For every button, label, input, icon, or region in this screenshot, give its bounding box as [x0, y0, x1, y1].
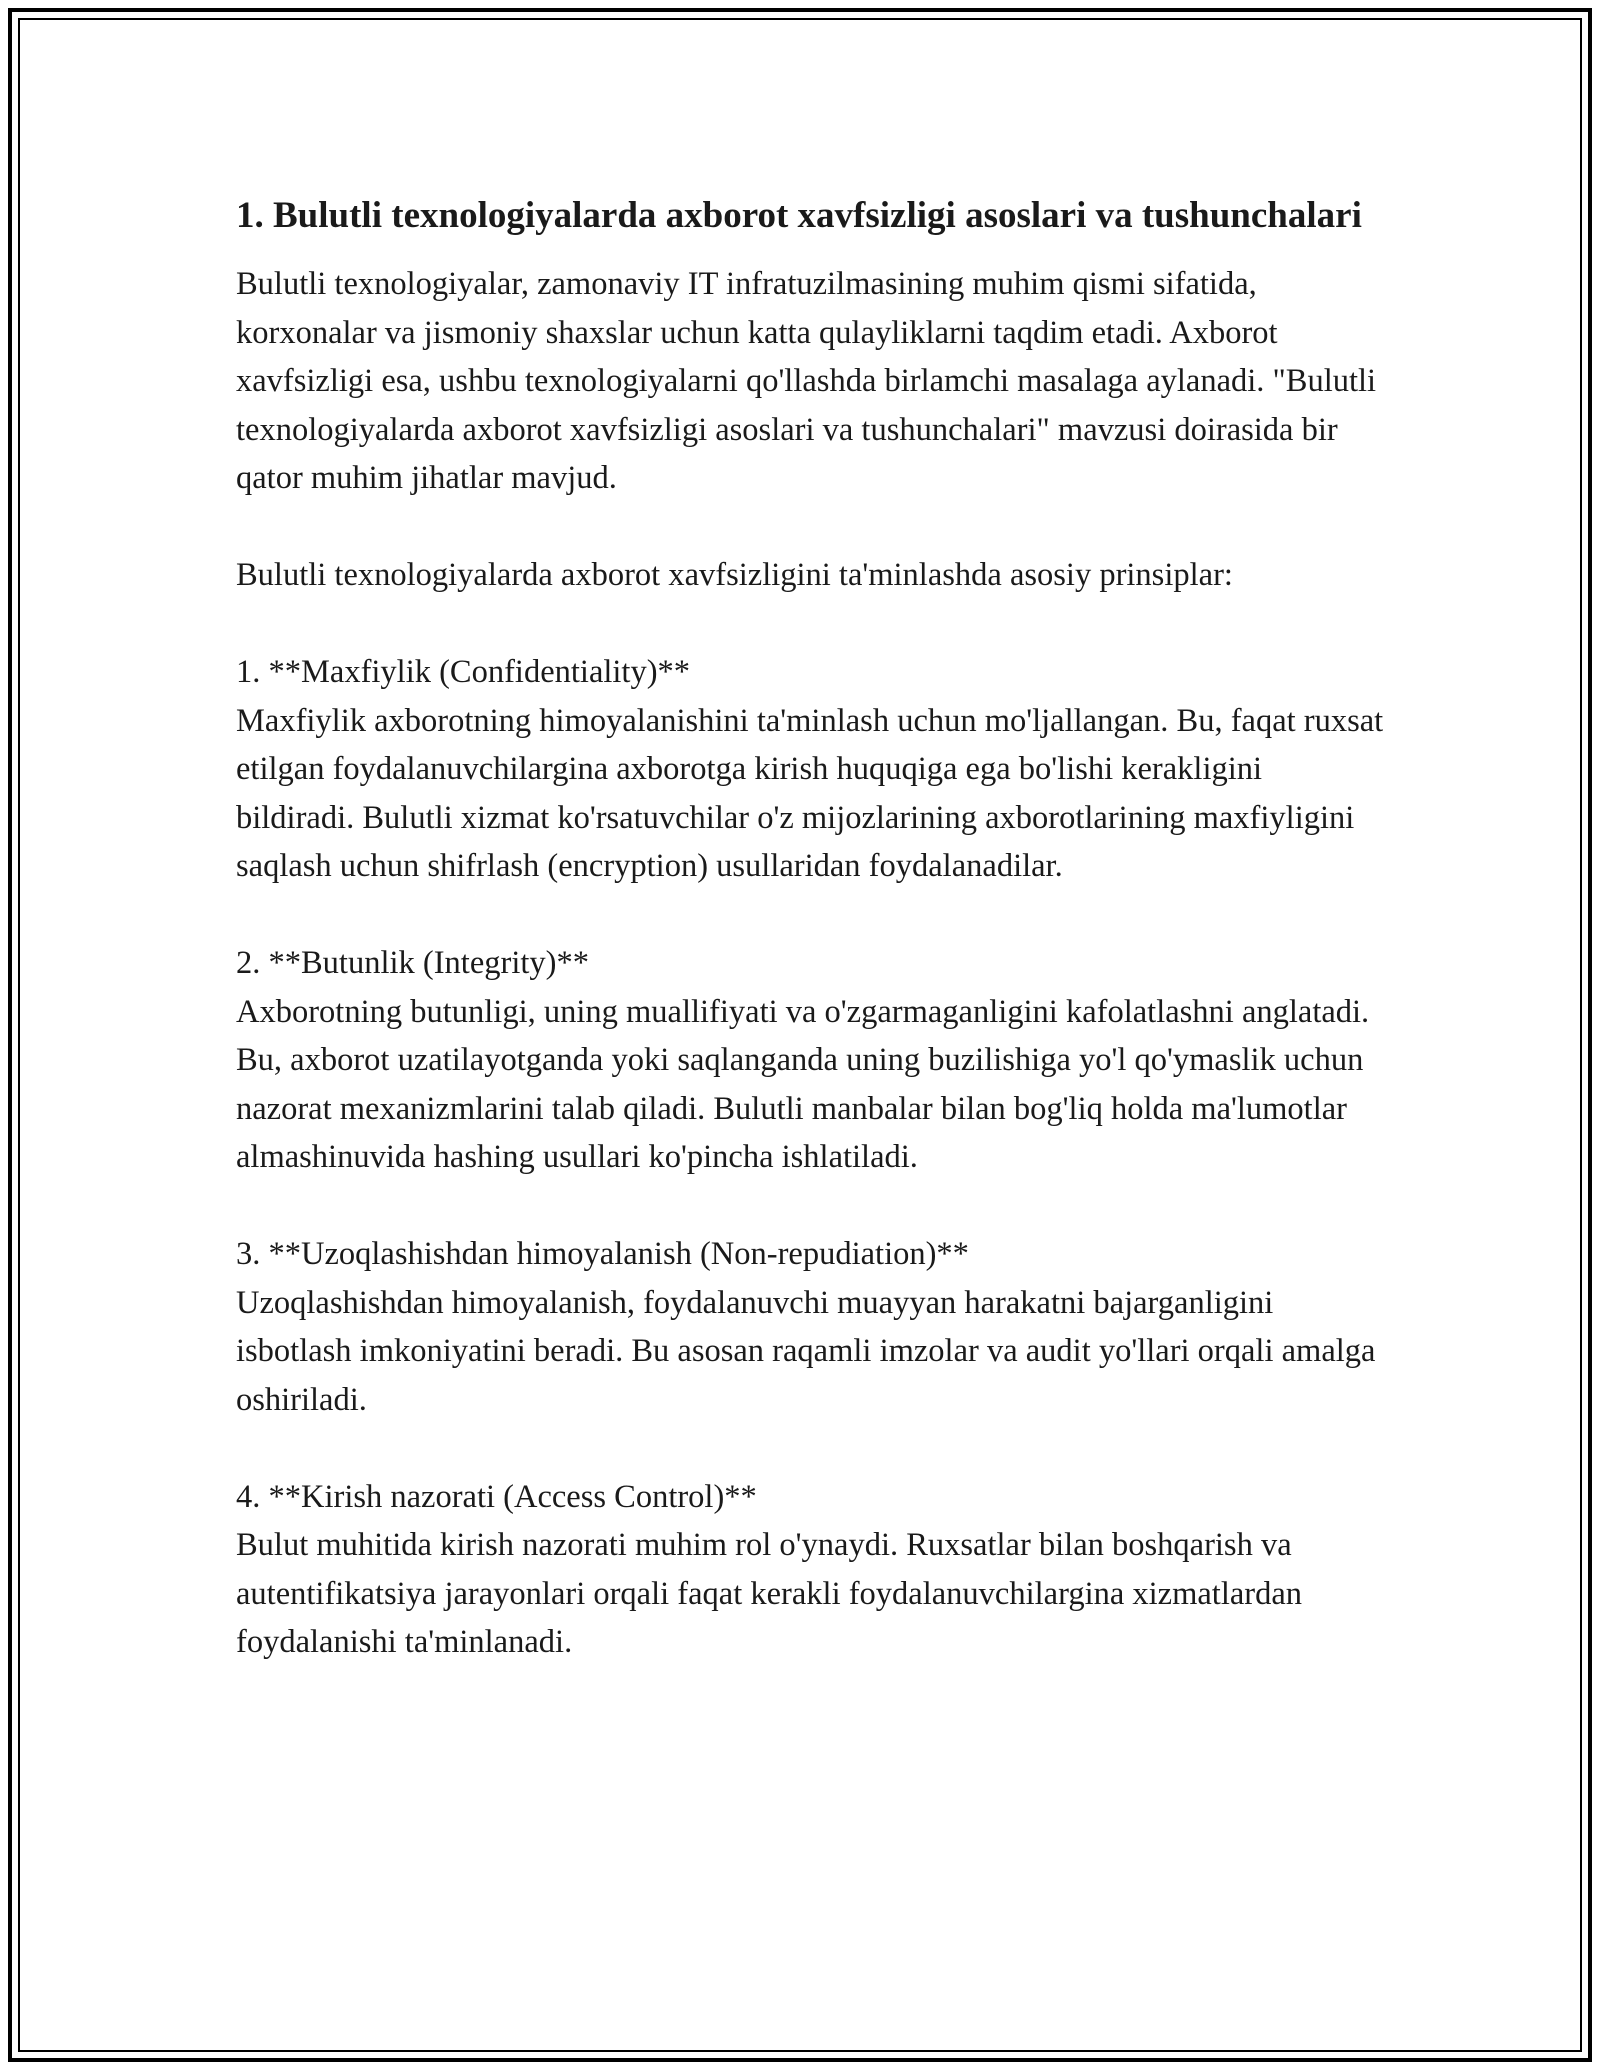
section-title: 4. **Kirish nazorati (Access Control)** — [236, 1478, 757, 1515]
spacer — [236, 1424, 1386, 1473]
section-title: 2. **Butunlik (Integrity)** — [236, 945, 589, 981]
document-body — [236, 188, 1386, 1667]
section-integrity — [236, 939, 1386, 1182]
section-body: Bulut muhitida kirish nazorati muhim rol o'ynaydi. Ruxsatlar bilan boshqarish va autentifikatsiya jarayonlari orqali faqat kerakli foydalanuvchilargina xizmatlardan foydalanishi ta'minlanadi. — [236, 1527, 1303, 1660]
intro-paragraph: Bulutli texnologiyalar, zamonaviy IT infratuzilmasining muhim qismi sifatida, korxonalar va jismoniy shaxslar uchun katta qulayliklarni taqdim etadi. Axborot xavfsizligi esa, ushbu texnologiyalarni qo'llashda birlamchi masalaga aylanadi. "Bulutli texnologiyalarda axborot xavfsizligi asoslari va tushunchalari" mavzusi doirasida bir qator muhim jihatlar mavjud. — [236, 266, 1377, 496]
section-body: Axborotning butunligi, uning muallifiyati va o'zgarmaganligini kafolatlashni anglatadi. Bu, axborot uzatilayotganda yoki saqlanganda uning buzilishiga yo'l qo'ymaslik uchun nazorat mexanizmlarini talab qiladi. Bulutli manbalar bilan bog'liq holda ma'lumotlar almashinuvida hashing usullari ko'pincha ishlatiladi. — [236, 993, 1370, 1175]
section-non-repudiation — [236, 1230, 1386, 1424]
section-confidentiality — [236, 648, 1386, 891]
principles-intro: Bulutli texnologiyalarda axborot xavfsizligini ta'minlashda asosiy prinsiplar: — [236, 557, 1233, 593]
section-access-control — [236, 1473, 1386, 1667]
section-body: Maxfiylik axborotning himoyalanishini ta'minlash uchun mo'ljallangan. Bu, faqat ruxsat etilgan foydalanuvchilargina axborotga kirish huquqiga ega bo'lishi kerakligini bildiradi. Bulutli xizmat ko'rsatuvchilar o'z mijozlarining axborotlarining maxfiyligini saqlash uchun shifrlash (encryption) usullaridan foydalanadilar. — [236, 702, 1384, 884]
section-title: 1. **Maxfiylik (Confidentiality)** — [236, 654, 691, 690]
spacer — [236, 891, 1386, 940]
spacer — [236, 1182, 1386, 1231]
document-heading: 1. Bulutli texnologiyalarda axborot xavfsizligi asoslari va tushunchalari — [236, 195, 1362, 236]
spacer — [236, 503, 1386, 552]
section-title: 3. **Uzoqlashishdan himoyalanish (Non-repudiation)** — [236, 1236, 969, 1272]
section-body: Uzoqlashishdan himoyalanish, foydalanuvchi muayyan harakatni bajarganligini isbotlash imkoniyatini beradi. Bu asosan raqamli imzolar va audit yo'llari orqali amalga oshiriladi. — [236, 1284, 1376, 1418]
spacer — [236, 600, 1386, 649]
